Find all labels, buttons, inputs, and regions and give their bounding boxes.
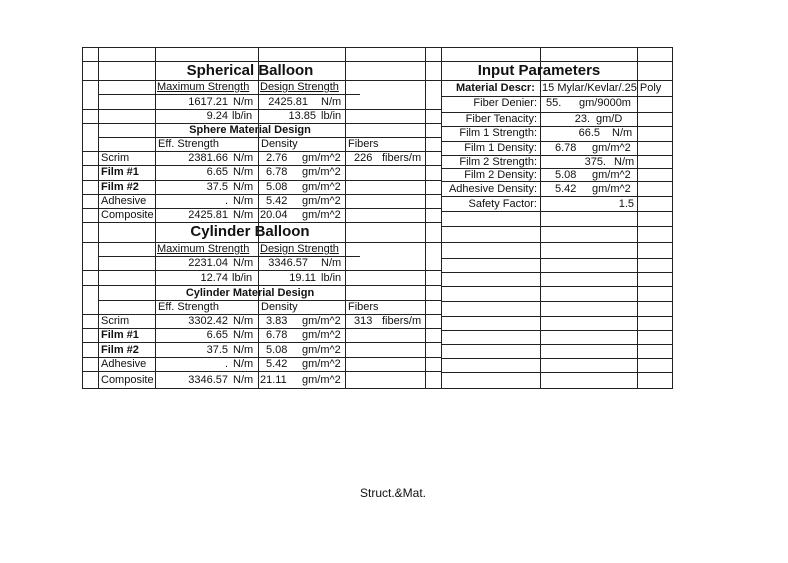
param-label: Fiber Tenacity:: [465, 113, 537, 125]
sphere-eff-unit: N/m: [233, 195, 254, 207]
cylinder-density-unit: gm/m^2: [302, 329, 341, 341]
sphere-eff-value: 2425.81: [188, 209, 228, 221]
cylinder-eff-value: 6.65: [206, 329, 228, 341]
cylinder-eff-value: .: [224, 358, 228, 370]
param-label: Fiber Denier:: [473, 97, 537, 109]
cylinder-design-value: 3346.57: [268, 257, 308, 269]
material-description-label: Material Descr:: [456, 82, 535, 94]
cylinder-eff-unit: N/m: [233, 374, 254, 386]
spherical-design-unit: N/m: [321, 96, 342, 108]
grid-line: [82, 388, 441, 389]
cylinder-eff-unit: N/m: [233, 344, 254, 356]
cylinder-fibers-header: Fibers: [348, 301, 379, 313]
spherical-title: Spherical Balloon: [186, 62, 314, 79]
spherical-design-value: 13.85: [288, 110, 316, 122]
cylinder-eff-value: 3302.42: [188, 315, 228, 327]
sphere-material-name: Film #1: [101, 166, 139, 178]
cylinder-density-value: 3.83: [266, 315, 288, 327]
cylinder-material-name: Film #2: [101, 344, 139, 356]
sphere-density-value: 5.08: [266, 181, 288, 193]
cylinder-density-unit: gm/m^2: [302, 358, 341, 370]
grid-line: [637, 47, 638, 389]
cylinder-max-unit: lb/in: [232, 272, 253, 284]
sphere-material-name: Scrim: [101, 152, 130, 164]
sphere-density-value: 5.42: [266, 195, 288, 207]
spherical-design-strength-header: Design Strength: [260, 81, 339, 93]
sphere-material-title: Sphere Material Design: [189, 124, 311, 136]
sphere-eff-value: .: [224, 195, 228, 207]
sphere-eff-value: 6.65: [206, 166, 228, 178]
cylinder-eff-header: Eff. Strength: [158, 301, 219, 313]
sphere-material-name: Adhesive: [101, 195, 147, 207]
sphere-fibers-header: Fibers: [348, 138, 379, 150]
spherical-max-unit: N/m: [233, 96, 254, 108]
param-value: 6.78: [555, 142, 577, 154]
param-unit: gm/m^2: [592, 183, 631, 195]
grid-line: [425, 47, 426, 389]
cylinder-eff-unit: N/m: [233, 329, 254, 341]
param-label: Film 1 Density:: [464, 142, 537, 154]
param-value: 23.: [574, 113, 590, 125]
sphere-eff-value: 2381.66: [188, 152, 228, 164]
sphere-eff-unit: N/m: [233, 152, 254, 164]
param-label: Film 2 Density:: [464, 169, 537, 181]
sphere-density-value: 6.78: [266, 166, 288, 178]
grid-line: [82, 270, 441, 271]
grid-line: [258, 47, 259, 389]
sphere-eff-unit: N/m: [233, 209, 254, 221]
spherical-max-value: 1617.21: [188, 96, 228, 108]
grid-line: [82, 47, 672, 48]
cylinder-max-unit: N/m: [233, 257, 254, 269]
sphere-fibers-value: 226: [354, 152, 373, 164]
sphere-density-unit: gm/m^2: [302, 152, 341, 164]
sphere-eff-header: Eff. Strength: [158, 138, 219, 150]
cylinder-max-value: 2231.04: [188, 257, 228, 269]
cylinder-material-name: Composite: [101, 374, 154, 386]
sphere-density-header: Density: [261, 138, 298, 150]
sphere-density-unit: gm/m^2: [302, 181, 341, 193]
sphere-density-unit: gm/m^2: [302, 195, 341, 207]
param-unit: gm/m^2: [592, 169, 631, 181]
sphere-material-name: Film #2: [101, 181, 139, 193]
grid-line: [82, 285, 441, 286]
cylinder-density-value: 5.08: [266, 344, 288, 356]
footer-label: Struct.&Mat.: [360, 486, 427, 500]
cylinder-eff-value: 3346.57: [188, 374, 228, 386]
cylinder-eff-unit: N/m: [233, 315, 254, 327]
param-unit: gm/m^2: [592, 142, 631, 154]
sphere-density-value: 2.76: [266, 152, 288, 164]
cylinder-max-value: 12.74: [200, 272, 228, 284]
cylinder-material-name: Film #1: [101, 329, 139, 341]
cylinder-eff-unit: N/m: [233, 358, 254, 370]
spherical-max-value: 9.24: [206, 110, 228, 122]
cylinder-density-value: 5.42: [266, 358, 288, 370]
cylinder-max-strength-header: Maximum Strength: [157, 243, 250, 255]
cylinder-design-value: 19.11: [289, 272, 316, 284]
param-unit: N/m: [614, 156, 635, 168]
sphere-material-name: Composite: [101, 209, 154, 221]
spherical-design-value: 2425.81: [268, 96, 308, 108]
grid-line: [82, 371, 441, 372]
sphere-density-value: 20.04: [260, 209, 288, 221]
grid-line: [441, 47, 442, 389]
cylinder-density-unit: gm/m^2: [302, 374, 341, 386]
param-value: 375.: [584, 156, 606, 168]
param-value: 1.5: [618, 198, 634, 210]
sphere-density-unit: gm/m^2: [302, 166, 341, 178]
spherical-design-unit: lb/in: [321, 110, 342, 122]
param-value: 55.: [546, 97, 562, 109]
grid-line: [155, 47, 156, 389]
grid-line: [672, 47, 673, 389]
grid-line: [98, 47, 99, 389]
param-unit: N/m: [612, 127, 633, 139]
sphere-fibers-unit: fibers/m: [382, 152, 422, 164]
param-value: 5.08: [555, 169, 577, 181]
param-label: Film 1 Strength:: [459, 127, 537, 139]
cylinder-design-unit: lb/in: [321, 272, 342, 284]
cylinder-title: Cylinder Balloon: [190, 223, 310, 240]
param-unit: gm/9000m: [579, 97, 631, 109]
grid-line: [82, 47, 83, 389]
grid-line: [98, 94, 360, 95]
cylinder-material-name: Scrim: [101, 315, 130, 327]
param-label: Adhesive Density:: [448, 183, 537, 195]
cylinder-design-strength-header: Design Strength: [260, 243, 339, 255]
cylinder-density-unit: gm/m^2: [302, 344, 341, 356]
cylinder-material-title: Cylinder Material Design: [185, 287, 315, 299]
param-label: Film 2 Strength:: [459, 156, 537, 168]
grid-line: [540, 47, 541, 389]
cylinder-material-name: Adhesive: [101, 358, 147, 370]
grid-line: [82, 342, 441, 343]
sphere-eff-unit: N/m: [233, 166, 254, 178]
cylinder-design-unit: N/m: [321, 257, 342, 269]
cylinder-density-value: 21.11: [260, 374, 287, 386]
sphere-density-unit: gm/m^2: [302, 209, 341, 221]
param-value: 5.42: [555, 183, 577, 195]
material-description-value: .15 Mylar/Kevlar/.25 Poly: [539, 82, 662, 94]
cylinder-density-value: 6.78: [266, 329, 288, 341]
grid-line: [345, 47, 346, 389]
param-unit: gm/D: [596, 113, 623, 125]
param-value: 66.5: [578, 127, 600, 139]
cylinder-eff-value: 37.5: [206, 344, 228, 356]
param-label: Safety Factor:: [468, 198, 537, 210]
cylinder-density-header: Density: [261, 301, 298, 313]
sphere-eff-value: 37.5: [206, 181, 228, 193]
cylinder-density-unit: gm/m^2: [302, 315, 341, 327]
cylinder-fibers-value: 313: [354, 315, 373, 327]
spherical-max-unit: lb/in: [232, 110, 253, 122]
spherical-max-strength-header: Maximum Strength: [157, 81, 250, 93]
input-parameters-title: Input Parameters: [477, 62, 601, 79]
sphere-eff-unit: N/m: [233, 181, 254, 193]
cylinder-fibers-unit: fibers/m: [382, 315, 422, 327]
